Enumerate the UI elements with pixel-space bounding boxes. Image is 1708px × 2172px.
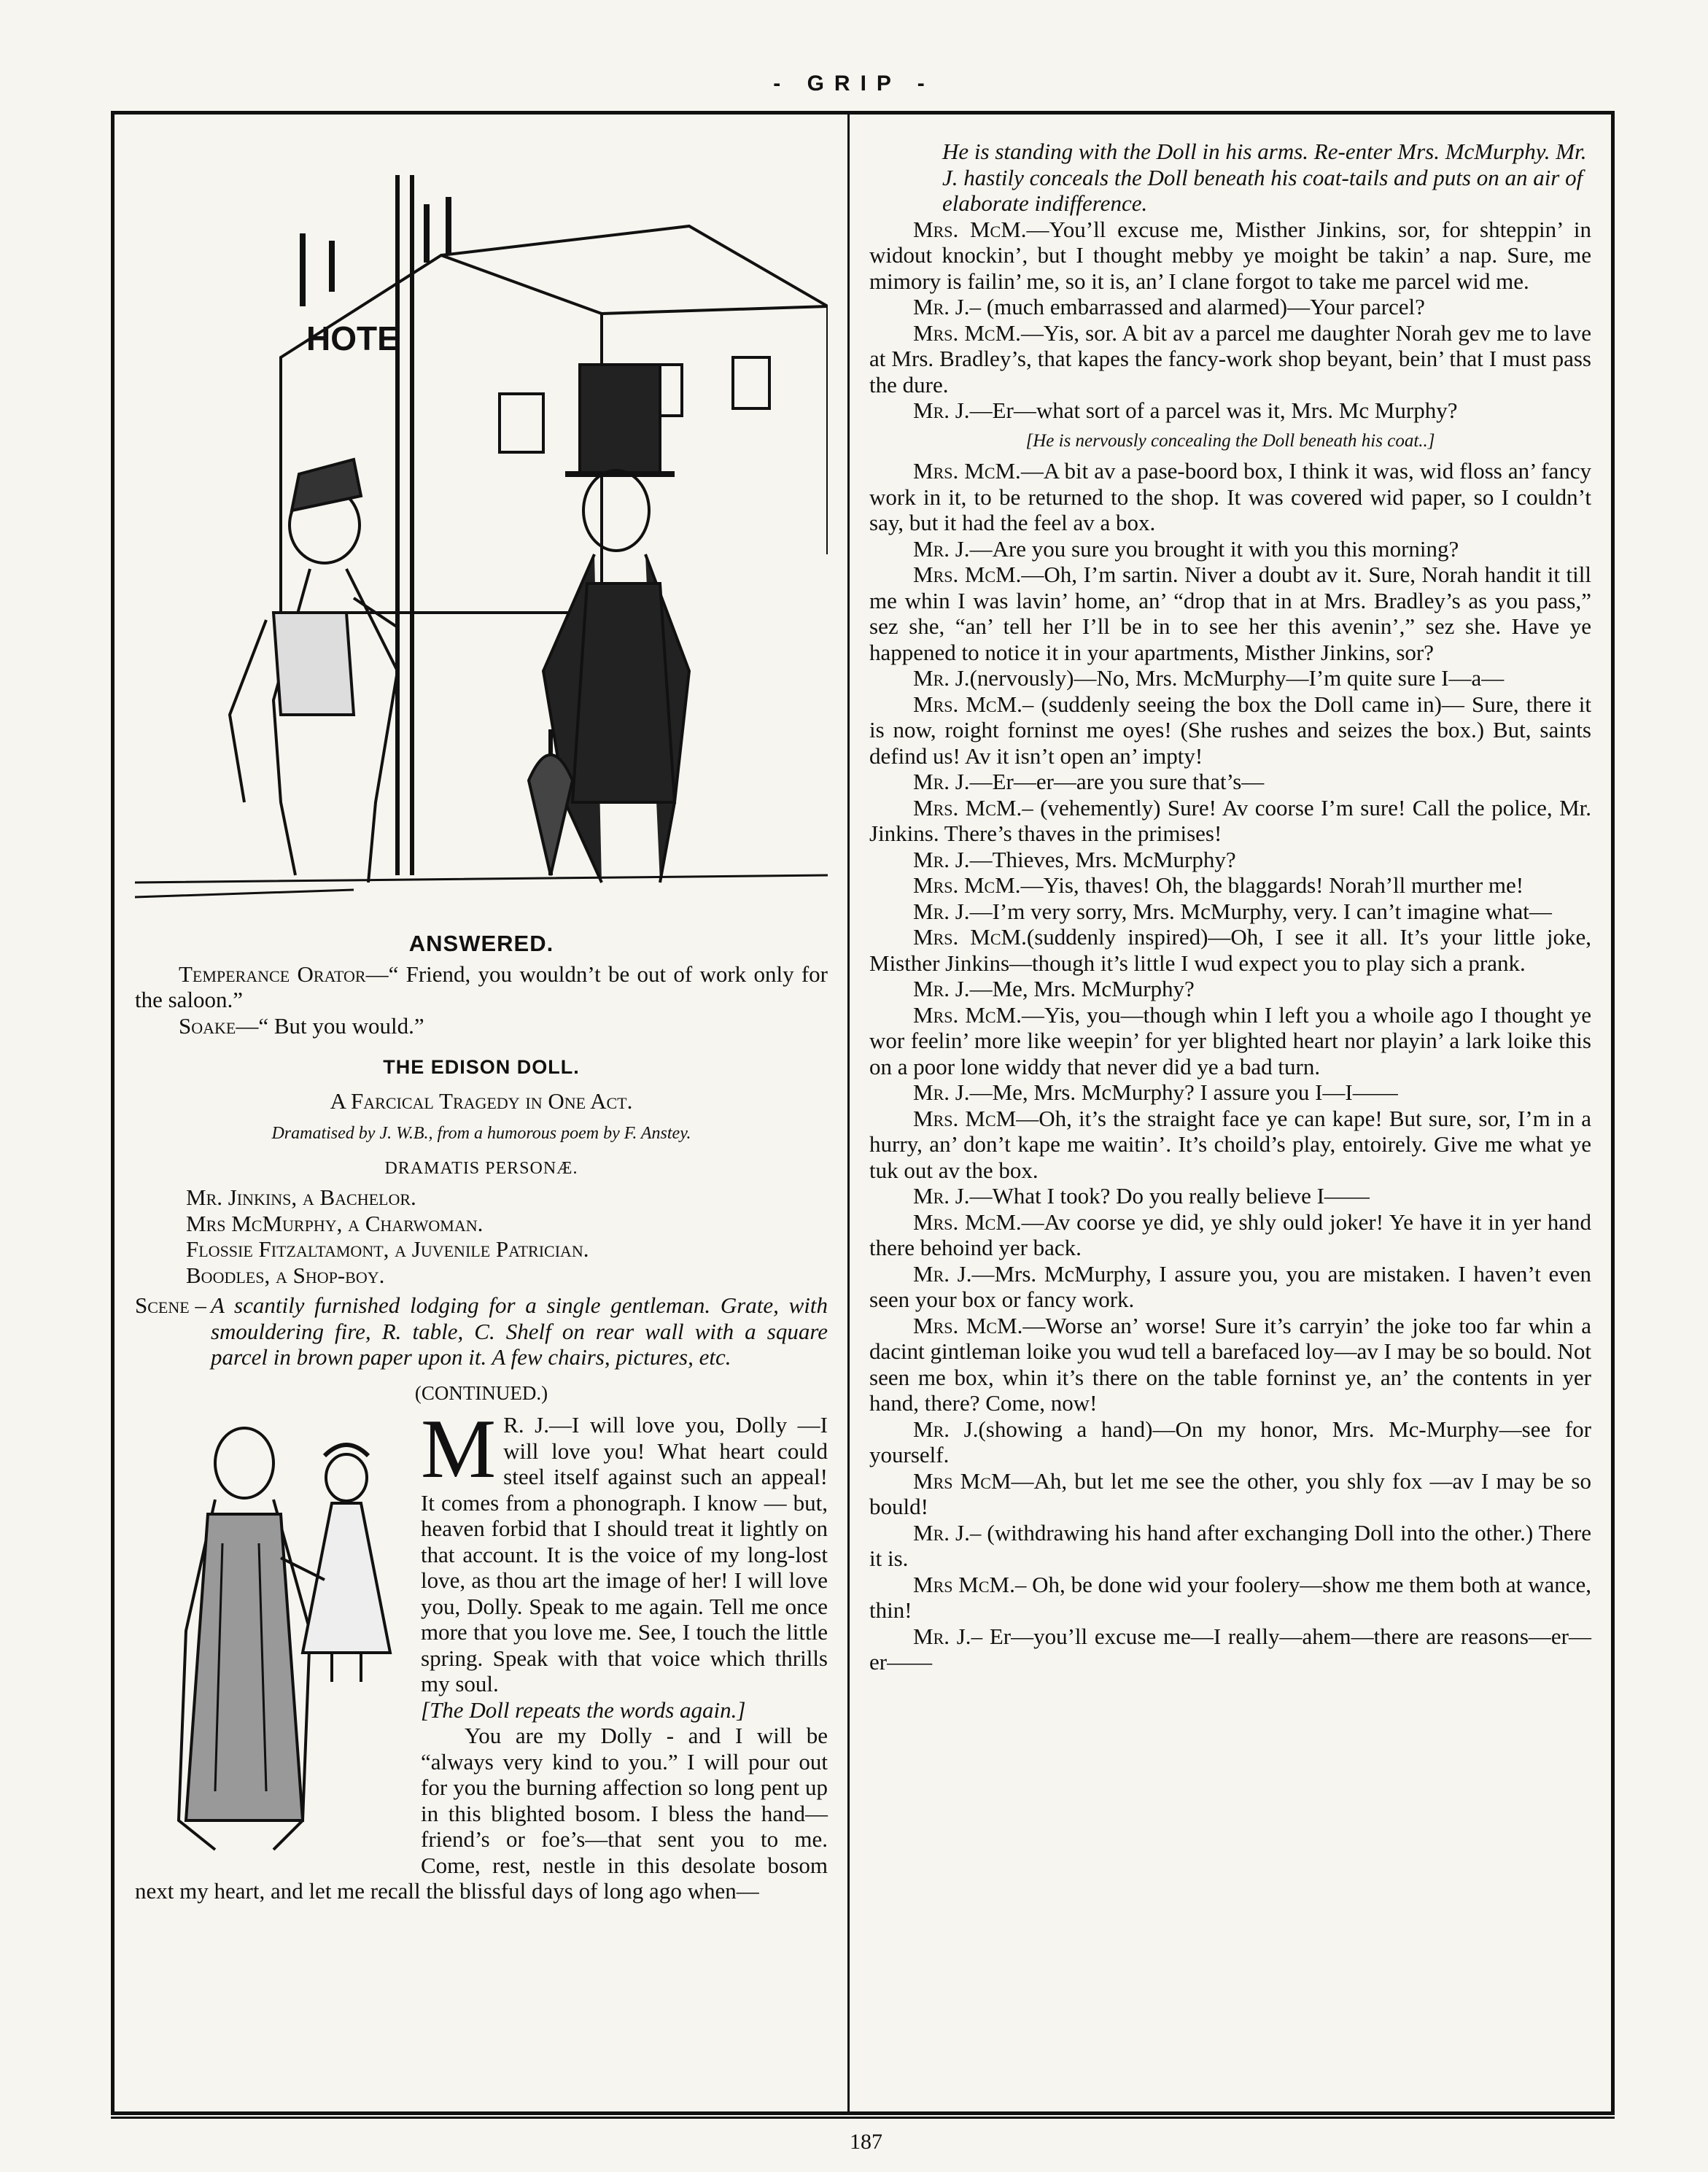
dialogue-text: —What I took? Do you really believe I—— bbox=[969, 1183, 1370, 1209]
opening-paragraph: R. J.—I will love you, Dolly —I will love you! What heart could steel itself against such an appeal! It comes from a phonograph. I know — but, heaven forbid that I should treat it lightly on that account. It is the voice of my long-lost love, as thou art the image of her! I will love you, Dolly. Speak to me again. Tell me once more that you love me. See, I touch the little spring. Speak with that voice which thrills my soul. bbox=[421, 1412, 828, 1696]
dialogue-text: —Thieves, Mrs. McMurphy? bbox=[969, 846, 1236, 872]
speaker-name: Mrs. McM. bbox=[913, 458, 1021, 484]
speaker-soake: Soake bbox=[179, 1012, 236, 1039]
masthead: - GRIP - bbox=[773, 71, 935, 96]
dialogue-text: —Yis, thaves! Oh, the blaggards! Norah’ll murther me! bbox=[1020, 872, 1524, 898]
opening-speech bbox=[135, 1403, 828, 1904]
speaker-name: Mr. J. bbox=[913, 535, 970, 562]
dialogue-text: —Er—er—are you sure that’s— bbox=[969, 769, 1265, 794]
answered-title: ANSWERED. bbox=[408, 931, 554, 956]
speaker-name: Mrs McM. bbox=[913, 1571, 1015, 1597]
dialogue-text: —Oh, it’s the straight face ye can kape! But sure, sor, I’m in a hurry, an’ don’t kape me waitin’. It’s choild’s play, entoirely. Give me what ye tuk out av the box. bbox=[869, 1105, 1591, 1183]
cast-member: Mr. Jinkins, a Bachelor. bbox=[186, 1184, 416, 1210]
dialogue-line bbox=[869, 1520, 1591, 1572]
dialogue-line bbox=[869, 795, 1591, 847]
answered-line-1 bbox=[135, 961, 828, 1013]
stage-direction-open: He is standing with the Doll in his arms. Re-enter Mrs. McMurphy. Mr. J. hastily conceals the Doll beneath his coat-tails and puts on an air of elaborate indifference. bbox=[942, 139, 1587, 216]
dialogue-line bbox=[869, 536, 1591, 562]
cast-list bbox=[135, 1184, 828, 1288]
dialogue-text: – (vehemently) Sure! Av coorse I’m sure! Call the police, Mr. Jinkins. There’s thaves in the primises! bbox=[869, 794, 1591, 846]
dialogue-text: – Er—you’ll excuse me—I really—ahem—there are reasons—er—er—— bbox=[869, 1623, 1591, 1675]
dialogue-line bbox=[869, 217, 1591, 295]
dialogue-line bbox=[869, 1002, 1591, 1080]
dialogue-text: —I’m very sorry, Mrs. McMurphy, very. I can’t imagine what— bbox=[969, 898, 1552, 924]
speaker-name: Mrs. McM. bbox=[913, 924, 1027, 950]
dialogue-text: – (suddenly seeing the box the Doll came in)— Sure, there it is now, roight forninst me oyes! (She rushes and seizes the box.) But, saints defind us! Av it isn’t open an’ impty! bbox=[869, 691, 1591, 769]
drop-cap: M bbox=[421, 1403, 497, 1496]
dialogue-line bbox=[869, 294, 1591, 320]
opening-paragraph-continued: You are my Dolly - and I will be “always very kind to you.” I will pour out for you the burning affection so long pent up in this blighted bosom. I bless the hand—friend’s or foe’s—that sent you to me. Come, rest, nestle in this desolate bosom next my heart, and let me recall the blissful days of long ago when— bbox=[135, 1723, 828, 1904]
dialogue-text: (showing a hand)—On my honor, Mrs. Mc-Murphy—see for yourself. bbox=[869, 1416, 1591, 1467]
dialogue-text: —Ah, but let me see the other, you shly fox —av I may be so bould! bbox=[869, 1467, 1591, 1519]
speaker-name: Mr. J. bbox=[913, 1416, 979, 1442]
dialogue-text: – (much embarrassed and alarmed)—Your parcel? bbox=[969, 294, 1425, 319]
speaker-name: Mr. J. bbox=[913, 294, 970, 319]
speaker-name: Mr. J. bbox=[913, 1519, 970, 1545]
speaker-temperance-orator: Temperance Orator bbox=[179, 961, 366, 987]
speaker-name: Mr. J. bbox=[913, 1079, 970, 1105]
speaker-name: Mrs. McM. bbox=[913, 1209, 1022, 1235]
column-rule bbox=[847, 111, 850, 2115]
continued-label: (CONTINUED.) bbox=[414, 1381, 548, 1404]
dialogue-line bbox=[869, 1209, 1591, 1261]
cartoon-illustration bbox=[135, 146, 828, 919]
dialogue-text: —Av coorse ye did, ye shly ould joker! Ye have it in yer hand there behoind yer back. bbox=[869, 1209, 1591, 1260]
dialogue-line bbox=[869, 1261, 1591, 1313]
dialogue-line bbox=[869, 665, 1591, 691]
stage-direction: [The Doll repeats the words again.] bbox=[421, 1696, 746, 1723]
dialogue-line bbox=[869, 397, 1591, 424]
play-title: THE EDISON DOLL. bbox=[383, 1056, 580, 1078]
cast-member: Mrs McMurphy, a Charwoman. bbox=[186, 1210, 484, 1236]
scene-label: Scene – bbox=[135, 1292, 206, 1318]
scene-text: A scantily furnished lodging for a single gentleman. Grate, with smouldering fire, R. table, C. Shelf on rear wall with a square parcel in brown paper upon it. A few chairs, pictures, etc. bbox=[210, 1292, 828, 1370]
dialogue-line bbox=[869, 924, 1591, 976]
answered-text-1: —“ Friend, you wouldn’t be out of work only for the saloon.” bbox=[135, 961, 828, 1012]
dialogue-text: —Er—what sort of a parcel was it, Mrs. Mc Murphy? bbox=[969, 397, 1458, 423]
speaker-name: Mr. J. bbox=[913, 397, 970, 423]
dialogue-text: —Are you sure you brought it with you this morning? bbox=[969, 535, 1459, 562]
speaker-name: Mr. J. bbox=[913, 1183, 970, 1209]
cast-member: Flossie Fitzaltamont, a Juvenile Patrician. bbox=[186, 1236, 589, 1262]
dialogue-line bbox=[869, 1313, 1591, 1416]
dialogue-line bbox=[869, 1624, 1591, 1675]
hotel-sign: HOTE bbox=[306, 319, 400, 357]
dialogue-line bbox=[869, 691, 1591, 769]
answered-line-2 bbox=[135, 1013, 828, 1039]
speaker-name: Mr. J. bbox=[913, 976, 970, 1001]
speaker-name: Mrs McM bbox=[913, 1467, 1012, 1494]
doll-illustration bbox=[135, 1412, 414, 1864]
play-credit: Dramatised by J. W.B., from a humorous poem by F. Anstey. bbox=[271, 1124, 691, 1143]
speaker-name: Mr. J. bbox=[913, 769, 970, 794]
dialogue-line bbox=[869, 1572, 1591, 1624]
dialogue-line bbox=[869, 976, 1591, 1002]
man-with-doll-drawing bbox=[135, 1412, 414, 1864]
cast-member: Boodles, a Shop-boy. bbox=[186, 1262, 385, 1288]
speaker-name: Mrs. McM. bbox=[913, 319, 1021, 346]
right-column bbox=[869, 139, 1591, 1675]
page-number: 187 bbox=[850, 2130, 882, 2154]
dialogue bbox=[869, 217, 1591, 1675]
dialogue-text: —A bit av a pase-boord box, I think it was, wid floss an’ fancy work in it, to be returned to the shop. It was covered wid paper, so I couldn’t say, but it had the feel av a box. bbox=[869, 458, 1591, 535]
dialogue-line bbox=[869, 1468, 1591, 1520]
dialogue-text: – Oh, be done wid your foolery—show me them both at wance, thin! bbox=[869, 1571, 1591, 1623]
speaker-name: Mrs. McM bbox=[913, 1105, 1017, 1131]
dialogue-text: —Worse an’ worse! Sure it’s carryin’ the joke too far whin a dacint gintleman loike you wud tell a barefaced loy—av I may be so bould. Not seen me box, whin it’s there on the table forninst ye, an’ the contents in yer hand, there? Come, now! bbox=[869, 1312, 1591, 1416]
dialogue-text: —Oh, I’m sartin. Niver a doubt av it. Sure, Norah handit it till me whin I was lavin’ home, an’ “drop that in at Mrs. Bradley’s as you pass,” sez she, “an’ tell her I’ll be in to see her this avenin’,” sez she. Have ye happened to notice it in your apartments, Misther Jinkins, sor? bbox=[869, 562, 1591, 665]
dialogue-line bbox=[869, 320, 1591, 398]
speaker-name: Mrs. McM. bbox=[913, 1001, 1022, 1028]
dialogue-line bbox=[869, 1079, 1591, 1106]
left-column bbox=[135, 146, 828, 1904]
dialogue-text: —You’ll excuse me, Misther Jinkins, sor, for shteppin’ in widout knockin’, but I thought mebby ye moight be takin’ a nap. Sure, me mimory is failin’ me, so it is, an’ I clane forgot to take me parcel wid me. bbox=[869, 216, 1591, 294]
speaker-name: Mr. J. bbox=[913, 1260, 972, 1287]
dialogue-text: —Yis, sor. A bit av a parcel me daughter Norah gev me to lave at Mrs. Bradley’s, that kapes the fancy-work shop beyant, bein’ that I must pass the dure. bbox=[869, 319, 1591, 397]
dialogue-line bbox=[869, 847, 1591, 873]
speaker-name: Mrs. McM. bbox=[913, 562, 1022, 587]
dialogue-line bbox=[869, 899, 1591, 925]
bottom-rule bbox=[111, 2117, 1615, 2119]
scene-description bbox=[135, 1292, 828, 1370]
speaker-name: Mr. J. bbox=[913, 846, 970, 872]
dialogue-line bbox=[869, 769, 1591, 795]
dialogue-line bbox=[869, 1183, 1591, 1209]
dialogue-text: —Me, Mrs. McMurphy? bbox=[969, 976, 1195, 1001]
speaker-name: Mrs. McM. bbox=[913, 794, 1022, 821]
speaker-name: Mr. J. bbox=[913, 1623, 971, 1649]
dialogue-line bbox=[869, 1106, 1591, 1184]
dialogue-text: (suddenly inspired)—Oh, I see it all. It’s your little joke, Misther Jinkins—though it’s little I wud expect you to play sich a prank. bbox=[869, 924, 1592, 976]
speaker-name: Mrs. McM. bbox=[913, 216, 1027, 242]
answered-text-2: —“ But you would.” bbox=[236, 1012, 424, 1039]
speaker-name: Mr. J. bbox=[913, 665, 970, 691]
dialogue-text: —Me, Mrs. McMurphy? I assure you I—I—— bbox=[969, 1079, 1398, 1105]
dialogue-text: (nervously)—No, Mrs. McMurphy—I’m quite sure I—a— bbox=[969, 665, 1505, 691]
dramatis-personae-title: DRAMATIS PERSONÆ. bbox=[384, 1158, 578, 1178]
dialogue-line bbox=[869, 1416, 1591, 1468]
speaker-name: Mr. J. bbox=[913, 898, 970, 924]
play-subtitle: A Farcical Tragedy in One Act. bbox=[330, 1087, 633, 1114]
speaker-name: Mrs. McM. bbox=[913, 1312, 1023, 1338]
dialogue-line bbox=[869, 562, 1591, 665]
answered-cartoon bbox=[135, 146, 828, 919]
dialogue-text: —Yis, you—though whin I left you a whoile ago I thought ye wor feelin’ more like weepin’ for yer blighted heart nor playin’ a lark loike this on a poor lone widdy that never did ye a bad turn. bbox=[869, 1001, 1591, 1079]
speaker-name: Mrs. McM. bbox=[913, 872, 1021, 898]
stage-note: [He is nervously concealing the Doll beneath his coat..] bbox=[1025, 430, 1435, 451]
dialogue-line bbox=[869, 458, 1591, 536]
speaker-name: Mrs. McM. bbox=[913, 691, 1022, 717]
dialogue-text: – (withdrawing his hand after exchanging Doll into the other.) There it is. bbox=[869, 1519, 1591, 1571]
dialogue-line bbox=[869, 872, 1591, 899]
dialogue-text: —Mrs. McMurphy, I assure you, you are mistaken. I haven’t even seen your box or fancy work. bbox=[869, 1260, 1591, 1312]
